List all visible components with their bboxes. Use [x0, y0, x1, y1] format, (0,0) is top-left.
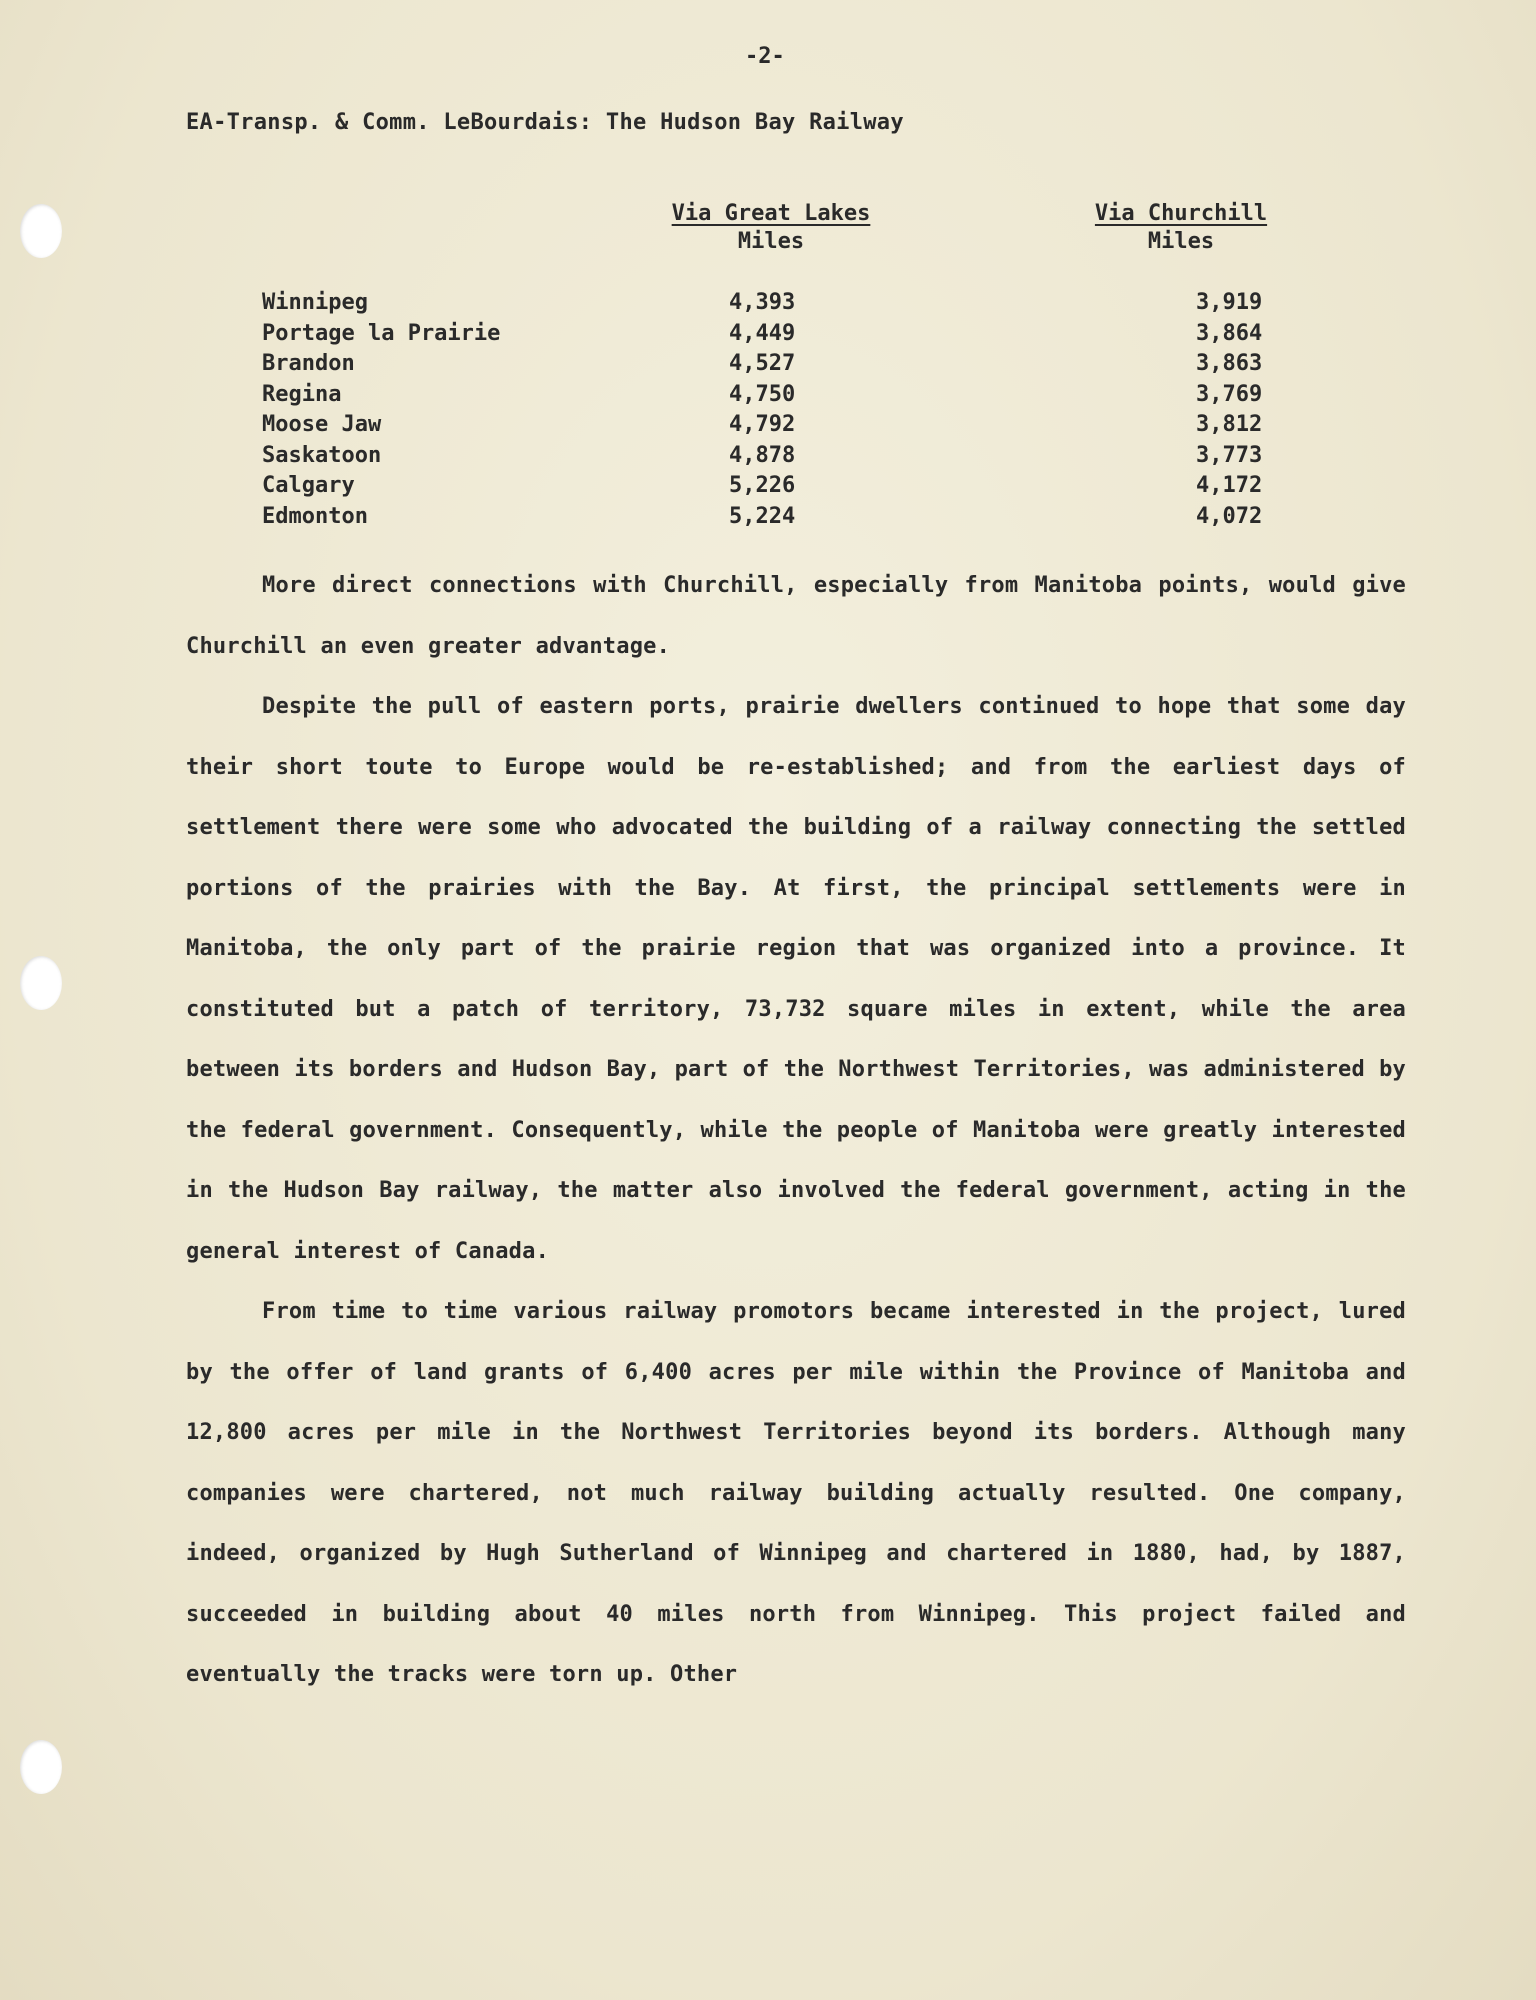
miles-great-lakes: 4,393: [729, 290, 796, 315]
miles-great-lakes: 4,750: [729, 381, 796, 407]
punch-hole-top: [20, 204, 62, 258]
miles-churchill: 3,773: [1196, 442, 1263, 468]
column-unit: Miles: [1147, 229, 1215, 254]
city-name: Winnipeg: [262, 290, 368, 315]
page-number: -2-: [745, 44, 785, 69]
table-row: [186, 380, 1306, 411]
table-row: [186, 319, 1306, 350]
miles-great-lakes: 5,226: [729, 473, 796, 498]
city-name: Calgary: [262, 473, 355, 498]
city-name: Regina: [262, 381, 342, 407]
column-header-great-lakes: [636, 200, 906, 256]
miles-churchill: 4,172: [1196, 473, 1263, 498]
page-header: EA-Transp. & Comm. LeBourdais: The Hudson Bay Railway: [186, 110, 904, 135]
miles-great-lakes: 4,449: [729, 320, 796, 346]
miles-churchill: 3,919: [1196, 290, 1263, 315]
table-row: [186, 288, 1306, 319]
paragraph: From time to time various railway promotors became interested in the project, lured by the offer of land grants of 6,400 acres per mile within the Province of Manitoba and 12,800 acres per mile in the Northwest Territories beyond its borders. Although many companies were chartered, not much railway building actually resulted. One company, indeed, organized by Hugh Sutherland of Winnipeg and chartered in 1880, had, by 1887, succeeded in building about 40 miles north from Winnipeg. This project failed and eventually the tracks were torn up. Other: [186, 1299, 1406, 1687]
city-name: Brandon: [262, 351, 355, 376]
miles-churchill: 3,863: [1196, 351, 1263, 376]
miles-churchill: 4,072: [1196, 503, 1263, 529]
paragraph: More direct connections with Churchill, especially from Manitoba points, would give Churchill an even greater advantage.: [186, 573, 1406, 659]
distance-table: [186, 200, 1306, 540]
column-header-churchill: [1056, 200, 1306, 256]
punch-hole-bottom: [20, 1740, 62, 1794]
table-row: [186, 471, 1306, 502]
table-row: [186, 502, 1306, 533]
miles-great-lakes: 4,878: [729, 442, 796, 468]
city-name: Saskatoon: [262, 442, 382, 468]
miles-churchill: 3,864: [1196, 320, 1263, 346]
miles-great-lakes: 4,792: [729, 412, 796, 437]
column-title: Via Churchill: [1094, 201, 1268, 226]
city-name: Edmonton: [262, 503, 368, 529]
miles-churchill: 3,769: [1196, 381, 1263, 407]
punch-hole-middle: [20, 956, 62, 1010]
table-row: [186, 349, 1306, 380]
city-name: Portage la Prairie: [262, 320, 501, 346]
column-title: Via Great Lakes: [671, 201, 871, 226]
paragraph: Despite the pull of eastern ports, prairie dwellers continued to hope that some day their short toute to Europe would be re-established; and from the earliest days of settlement there were some who advocated the building of a railway connecting the settled portions of the prairies with the Bay. At first, the principal settlements were in Manitoba, the only part of the prairie region that was organized into a province. It constituted but a patch of territory, 73,732 square miles in extent, while the area between its borders and Hudson Bay, part of the Northwest Territories, was administered by the federal government. Consequently, while the people of Manitoba were greatly interested in the Hudson Bay railway, the matter also involved the federal government, acting in the general interest of Canada.: [186, 694, 1406, 1264]
table-row: [186, 410, 1306, 441]
table-row: [186, 441, 1306, 472]
miles-churchill: 3,812: [1196, 412, 1263, 437]
body-text: [186, 556, 1406, 1706]
city-name: Moose Jaw: [262, 412, 382, 437]
table-body: [186, 288, 1306, 532]
miles-great-lakes: 5,224: [729, 503, 796, 529]
miles-great-lakes: 4,527: [729, 351, 796, 376]
column-unit: Miles: [737, 229, 805, 254]
